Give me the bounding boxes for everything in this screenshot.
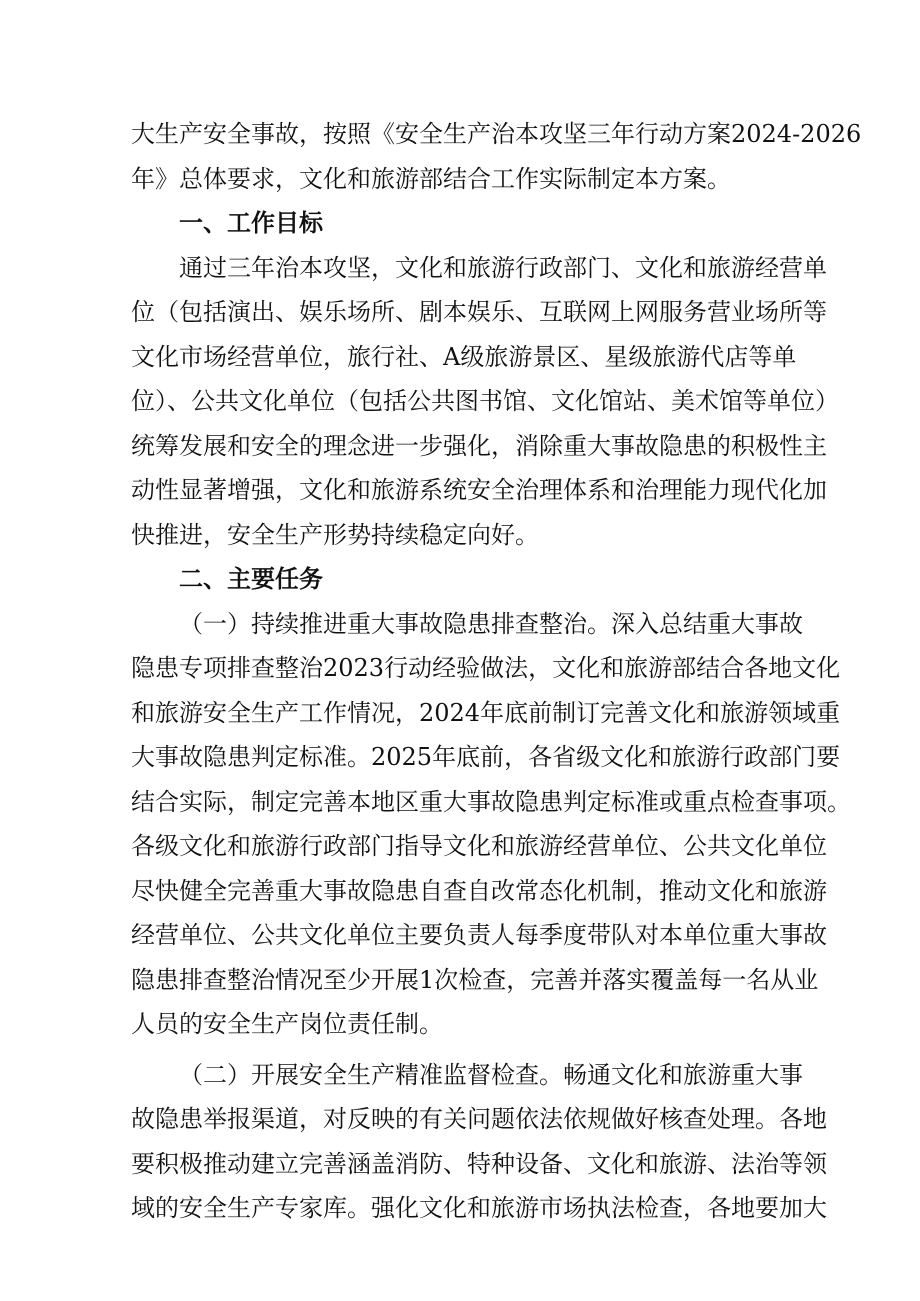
paragraph-line: 尽快健全完善重大事故隐患自查自改常态化机制，推动文化和旅游: [131, 876, 827, 905]
paragraph-line: 快推进，安全生产形势持续稳定向好。: [131, 520, 539, 549]
heading-line: 二、主要任务: [179, 565, 323, 593]
paragraph-line: 隐患排查整治情况至少开展1次检查，完善并落实覆盖每一名从业: [131, 965, 819, 994]
paragraph-line: 经营单位、公共文化单位主要负责人每季度带队对本单位重大事故: [131, 921, 827, 949]
paragraph: [131, 1053, 827, 1231]
section-heading: [131, 557, 793, 602]
heading-line: 一、工作目标: [179, 209, 323, 237]
paragraph-line: 要积极推动建立完善涵盖消防、特种设备、文化和旅游、法治等领: [131, 1149, 827, 1178]
paragraph: [131, 112, 862, 201]
paragraph-line: （一）持续推进重大事故隐患排查整治。深入总结重大事故: [179, 609, 803, 638]
document-body: [131, 112, 862, 1231]
paragraph-line: 大生产安全事故，按照《安全生产治本攻坚三年行动方案2024-2026: [131, 120, 862, 148]
paragraph-line: 通过三年治本攻坚，文化和旅游行政部门、文化和旅游经营单: [179, 253, 827, 282]
section-heading: [131, 201, 793, 246]
paragraph-line: 和旅游安全生产工作情况，2024年底前制订完善文化和旅游领域重: [131, 698, 841, 727]
paragraph-line: 统筹发展和安全的理念进一步强化，消除重大事故隐患的积极性主: [131, 431, 827, 460]
paragraph-line: 动性显著增强，文化和旅游系统安全治理体系和治理能力现代化加: [131, 476, 827, 504]
paragraph-line: 人员的安全生产岗位责任制。: [131, 1010, 443, 1038]
paragraph-line: 故隐患举报渠道，对反映的有关问题依法依规做好核查处理。各地: [131, 1105, 827, 1133]
paragraph: [131, 602, 851, 1047]
paragraph: [131, 246, 839, 558]
paragraph-line: 位）、公共文化单位（包括公共图书馆、文化馆站、美术馆等单位）: [131, 387, 839, 415]
paragraph-line: 文化市场经营单位，旅行社、A级旅游景区、星级旅游代店等单: [131, 342, 797, 371]
paragraph-line: 大事故隐患判定标准。2025年底前，各省级文化和旅游行政部门要: [131, 743, 841, 771]
paragraph-line: （二）开展安全生产精准监督检查。畅通文化和旅游重大事: [179, 1060, 803, 1089]
paragraph-line: 隐患专项排查整治2023行动经验做法，文化和旅游部结合各地文化: [131, 654, 841, 682]
paragraph-line: 年》总体要求，文化和旅游部结合工作实际制定本方案。: [131, 164, 731, 193]
paragraph-line: 位（包括演出、娱乐场所、剧本娱乐、互联网上网服务营业场所等: [131, 298, 827, 326]
paragraph-line: 各级文化和旅游行政部门指导文化和旅游经营单位、公共文化单位: [131, 832, 827, 860]
paragraph-line: 结合实际，制定完善本地区重大事故隐患判定标准或重点检查事项。: [131, 787, 851, 816]
paragraph-line: 域的安全生产专家库。强化文化和旅游市场执法检查，各地要加大: [131, 1194, 827, 1222]
